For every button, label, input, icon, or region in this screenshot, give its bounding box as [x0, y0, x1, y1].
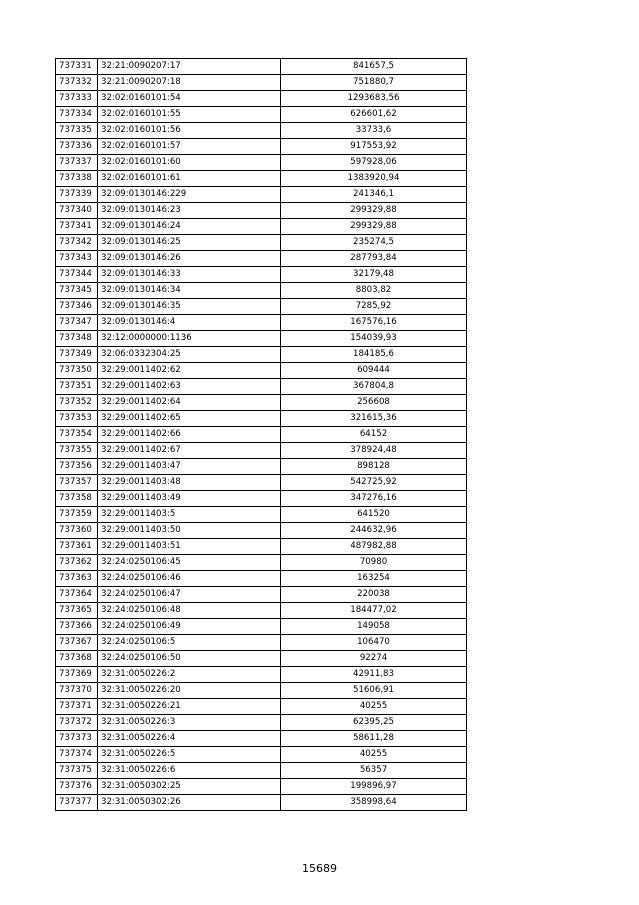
cadastral-number-cell: 32:02:0160101:55 [98, 107, 281, 123]
cadastral-value-cell: 106470 [281, 635, 467, 651]
cadastral-number-cell: 32:24:0250106:5 [98, 635, 281, 651]
row-id-cell: 737376 [56, 779, 98, 795]
cadastral-value-cell: 62395,25 [281, 715, 467, 731]
cadastral-value-cell: 92274 [281, 651, 467, 667]
row-id-cell: 737355 [56, 443, 98, 459]
cadastral-value-cell: 40255 [281, 699, 467, 715]
table-row [56, 395, 467, 411]
row-id-cell: 737356 [56, 459, 98, 475]
table-row [56, 91, 467, 107]
cadastral-value-cell: 378924,48 [281, 443, 467, 459]
cadastral-number-cell: 32:29:0011403:50 [98, 523, 281, 539]
row-id-cell: 737364 [56, 587, 98, 603]
table-row [56, 731, 467, 747]
cadastral-number-cell: 32:09:0130146:34 [98, 283, 281, 299]
cadastral-value-cell: 256608 [281, 395, 467, 411]
table-row [56, 763, 467, 779]
row-id-cell: 737362 [56, 555, 98, 571]
table-row [56, 331, 467, 347]
cadastral-value-cell: 184477,02 [281, 603, 467, 619]
table-row [56, 683, 467, 699]
table-row [56, 251, 467, 267]
cadastral-number-cell: 32:31:0050226:4 [98, 731, 281, 747]
table-row [56, 139, 467, 155]
cadastral-number-cell: 32:09:0130146:25 [98, 235, 281, 251]
cadastral-value-cell: 51606,91 [281, 683, 467, 699]
cadastral-number-cell: 32:29:0011403:5 [98, 507, 281, 523]
cadastral-number-cell: 32:29:0011402:65 [98, 411, 281, 427]
cadastral-number-cell: 32:24:0250106:47 [98, 587, 281, 603]
cadastral-number-cell: 32:29:0011402:67 [98, 443, 281, 459]
row-id-cell: 737349 [56, 347, 98, 363]
table-row [56, 59, 467, 75]
cadastral-number-cell: 32:06:0332304:25 [98, 347, 281, 363]
table-row [56, 299, 467, 315]
cadastral-value-cell: 154039,93 [281, 331, 467, 347]
cadastral-value-cell: 299329,88 [281, 219, 467, 235]
row-id-cell: 737332 [56, 75, 98, 91]
cadastral-number-cell: 32:12:0000000:1136 [98, 331, 281, 347]
row-id-cell: 737343 [56, 251, 98, 267]
cadastral-value-cell: 40255 [281, 747, 467, 763]
table-row [56, 667, 467, 683]
cadastral-number-cell: 32:31:0050226:5 [98, 747, 281, 763]
row-id-cell: 737342 [56, 235, 98, 251]
table-row [56, 747, 467, 763]
cadastral-number-cell: 32:29:0011402:62 [98, 363, 281, 379]
cadastral-number-cell: 32:29:0011403:48 [98, 475, 281, 491]
row-id-cell: 737373 [56, 731, 98, 747]
cadastral-value-cell: 321615,36 [281, 411, 467, 427]
table-row [56, 219, 467, 235]
cadastral-value-cell: 149058 [281, 619, 467, 635]
table-row [56, 379, 467, 395]
cadastral-number-cell: 32:09:0130146:35 [98, 299, 281, 315]
table-row [56, 443, 467, 459]
cadastral-number-cell: 32:31:0050226:2 [98, 667, 281, 683]
page-number: 15689 [302, 862, 337, 875]
cadastral-value-cell: 56357 [281, 763, 467, 779]
row-id-cell: 737361 [56, 539, 98, 555]
cadastral-number-cell: 32:29:0011403:51 [98, 539, 281, 555]
cadastral-value-cell: 917553,92 [281, 139, 467, 155]
table-row [56, 603, 467, 619]
table-row [56, 651, 467, 667]
row-id-cell: 737354 [56, 427, 98, 443]
table-row [56, 587, 467, 603]
cadastral-number-cell: 32:29:0011402:66 [98, 427, 281, 443]
cadastral-number-cell: 32:09:0130146:24 [98, 219, 281, 235]
cadastral-number-cell: 32:09:0130146:26 [98, 251, 281, 267]
table-row [56, 539, 467, 555]
cadastral-number-cell: 32:31:0050302:25 [98, 779, 281, 795]
cadastral-number-cell: 32:02:0160101:57 [98, 139, 281, 155]
cadastral-number-cell: 32:24:0250106:45 [98, 555, 281, 571]
row-id-cell: 737360 [56, 523, 98, 539]
table-row [56, 427, 467, 443]
row-id-cell: 737336 [56, 139, 98, 155]
cadastral-number-cell: 32:29:0011403:49 [98, 491, 281, 507]
table-row [56, 779, 467, 795]
cadastral-number-cell: 32:09:0130146:33 [98, 267, 281, 283]
cadastral-number-cell: 32:21:0090207:17 [98, 59, 281, 75]
cadastral-number-cell: 32:31:0050302:26 [98, 795, 281, 811]
row-id-cell: 737370 [56, 683, 98, 699]
row-id-cell: 737374 [56, 747, 98, 763]
row-id-cell: 737377 [56, 795, 98, 811]
row-id-cell: 737331 [56, 59, 98, 75]
cadastral-number-cell: 32:29:0011402:64 [98, 395, 281, 411]
table-row [56, 411, 467, 427]
table-row [56, 507, 467, 523]
table-row [56, 555, 467, 571]
cadastral-value-cell: 626601,62 [281, 107, 467, 123]
cadastral-value-cell: 184185,6 [281, 347, 467, 363]
table-row [56, 283, 467, 299]
cadastral-number-cell: 32:31:0050226:20 [98, 683, 281, 699]
row-id-cell: 737351 [56, 379, 98, 395]
table-row [56, 203, 467, 219]
row-id-cell: 737363 [56, 571, 98, 587]
table-row [56, 635, 467, 651]
table-row [56, 75, 467, 91]
table-row [56, 267, 467, 283]
cadastral-value-cell: 7285,92 [281, 299, 467, 315]
cadastral-value-cell: 367804,8 [281, 379, 467, 395]
cadastral-number-cell: 32:02:0160101:54 [98, 91, 281, 107]
cadastral-number-cell: 32:29:0011403:47 [98, 459, 281, 475]
cadastral-value-cell: 167576,16 [281, 315, 467, 331]
table-row [56, 171, 467, 187]
table-row [56, 187, 467, 203]
cadastral-value-cell: 220038 [281, 587, 467, 603]
table-row [56, 155, 467, 171]
row-id-cell: 737375 [56, 763, 98, 779]
table-row [56, 347, 467, 363]
cadastral-value-cell: 841657,5 [281, 59, 467, 75]
row-id-cell: 737344 [56, 267, 98, 283]
cadastral-number-cell: 32:09:0130146:229 [98, 187, 281, 203]
table-row [56, 619, 467, 635]
row-id-cell: 737338 [56, 171, 98, 187]
cadastral-number-cell: 32:24:0250106:49 [98, 619, 281, 635]
cadastral-value-cell: 347276,16 [281, 491, 467, 507]
row-id-cell: 737345 [56, 283, 98, 299]
table-body [56, 59, 467, 811]
row-id-cell: 737352 [56, 395, 98, 411]
row-id-cell: 737350 [56, 363, 98, 379]
cadastral-value-cell: 751880,7 [281, 75, 467, 91]
cadastral-value-cell: 299329,88 [281, 203, 467, 219]
cadastral-number-cell: 32:31:0050226:3 [98, 715, 281, 731]
cadastral-value-cell: 70980 [281, 555, 467, 571]
row-id-cell: 737366 [56, 619, 98, 635]
row-id-cell: 737347 [56, 315, 98, 331]
row-id-cell: 737339 [56, 187, 98, 203]
table-row [56, 715, 467, 731]
cadastral-value-cell: 42911,83 [281, 667, 467, 683]
row-id-cell: 737367 [56, 635, 98, 651]
cadastral-value-cell: 8803,82 [281, 283, 467, 299]
cadastral-number-cell: 32:29:0011402:63 [98, 379, 281, 395]
table-row [56, 571, 467, 587]
cadastral-number-cell: 32:31:0050226:6 [98, 763, 281, 779]
table-row [56, 107, 467, 123]
table-row [56, 699, 467, 715]
row-id-cell: 737335 [56, 123, 98, 139]
table-row [56, 315, 467, 331]
cadastral-number-cell: 32:21:0090207:18 [98, 75, 281, 91]
cadastral-value-cell: 241346,1 [281, 187, 467, 203]
cadastral-number-cell: 32:24:0250106:48 [98, 603, 281, 619]
table-row [56, 123, 467, 139]
cadastral-value-cell: 1383920,94 [281, 171, 467, 187]
row-id-cell: 737334 [56, 107, 98, 123]
cadastral-value-cell: 487982,88 [281, 539, 467, 555]
table-row [56, 459, 467, 475]
row-id-cell: 737346 [56, 299, 98, 315]
row-id-cell: 737337 [56, 155, 98, 171]
cadastral-number-cell: 32:24:0250106:46 [98, 571, 281, 587]
cadastral-number-cell: 32:02:0160101:61 [98, 171, 281, 187]
cadastral-value-cell: 33733,6 [281, 123, 467, 139]
row-id-cell: 737348 [56, 331, 98, 347]
cadastral-value-cell: 244632,96 [281, 523, 467, 539]
cadastral-value-cell: 199896,97 [281, 779, 467, 795]
cadastral-number-cell: 32:31:0050226:21 [98, 699, 281, 715]
cadastral-value-cell: 641520 [281, 507, 467, 523]
row-id-cell: 737341 [56, 219, 98, 235]
row-id-cell: 737357 [56, 475, 98, 491]
table-row [56, 491, 467, 507]
cadastral-value-table [55, 58, 467, 811]
cadastral-value-cell: 64152 [281, 427, 467, 443]
cadastral-value-cell: 542725,92 [281, 475, 467, 491]
cadastral-number-cell: 32:02:0160101:56 [98, 123, 281, 139]
row-id-cell: 737372 [56, 715, 98, 731]
row-id-cell: 737369 [56, 667, 98, 683]
row-id-cell: 737340 [56, 203, 98, 219]
table-row [56, 795, 467, 811]
row-id-cell: 737368 [56, 651, 98, 667]
row-id-cell: 737358 [56, 491, 98, 507]
cadastral-number-cell: 32:09:0130146:23 [98, 203, 281, 219]
cadastral-number-cell: 32:24:0250106:50 [98, 651, 281, 667]
cadastral-value-cell: 898128 [281, 459, 467, 475]
cadastral-value-cell: 597928,06 [281, 155, 467, 171]
row-id-cell: 737333 [56, 91, 98, 107]
cadastral-value-cell: 58611,28 [281, 731, 467, 747]
row-id-cell: 737353 [56, 411, 98, 427]
cadastral-value-cell: 609444 [281, 363, 467, 379]
cadastral-value-cell: 1293683,56 [281, 91, 467, 107]
row-id-cell: 737359 [56, 507, 98, 523]
table-row [56, 363, 467, 379]
row-id-cell: 737365 [56, 603, 98, 619]
table-row [56, 523, 467, 539]
cadastral-value-cell: 163254 [281, 571, 467, 587]
row-id-cell: 737371 [56, 699, 98, 715]
cadastral-value-cell: 287793,84 [281, 251, 467, 267]
cadastral-value-cell: 358998,64 [281, 795, 467, 811]
table-row [56, 475, 467, 491]
table-row [56, 235, 467, 251]
cadastral-number-cell: 32:02:0160101:60 [98, 155, 281, 171]
cadastral-value-cell: 32179,48 [281, 267, 467, 283]
cadastral-number-cell: 32:09:0130146:4 [98, 315, 281, 331]
cadastral-value-cell: 235274,5 [281, 235, 467, 251]
